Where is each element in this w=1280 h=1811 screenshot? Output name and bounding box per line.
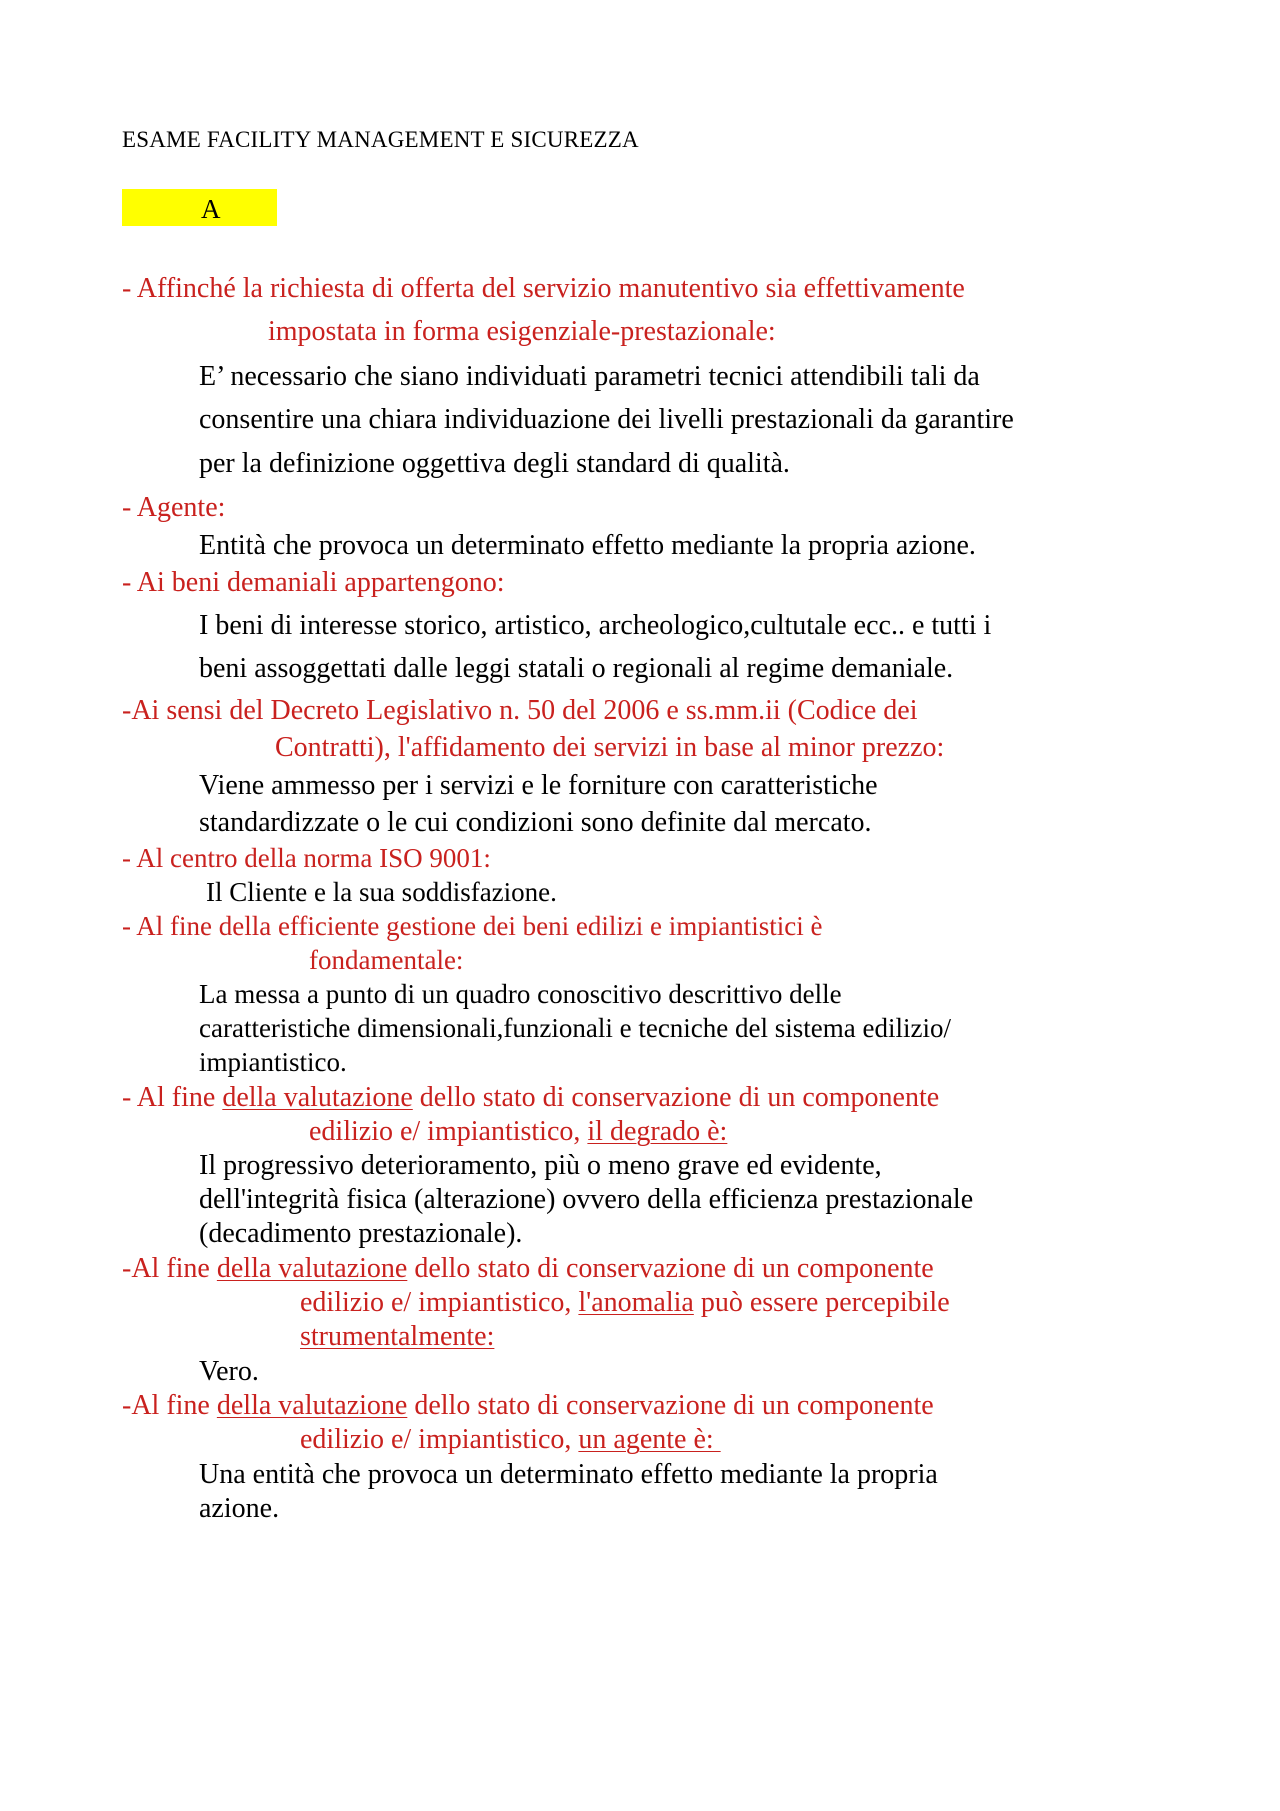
question-7-line-1 <box>122 1084 939 1112</box>
answer-1-line-3: per la definizione oggettiva degli standard di qualità. <box>199 448 790 479</box>
question-9-underlined: della valutazione <box>216 1390 408 1421</box>
answer-9-line-2: azione. <box>199 1493 280 1524</box>
answer-4-line-1: Viene ammesso per i servizi e le forniture con caratteristiche <box>199 770 878 801</box>
answer-1-line-2: consentire una chiara individuazione dei livelli prestazionali da garantire <box>199 404 1014 435</box>
question-2-line-1: - Agente: <box>122 492 226 523</box>
question-7-underlined: il degrado è: <box>587 1116 728 1147</box>
answer-7-line-1: Il progressivo deterioramento, più o meno grave ed evidente, <box>199 1150 882 1181</box>
question-9-text: edilizio e/ impiantistico, <box>300 1424 579 1455</box>
answer-7-line-2: dell'integrità fisica (alterazione) ovvero della efficienza prestazionale <box>199 1184 974 1215</box>
answer-6-line-2: caratteristiche dimensionali,funzionali e tecniche del sistema edilizio/ <box>199 1013 951 1043</box>
answer-6-line-3: impiantistico. <box>199 1047 347 1077</box>
question-9-underlined: un agente è: <box>578 1424 721 1455</box>
question-8-text: edilizio e/ impiantistico, <box>300 1287 579 1318</box>
question-7-line-2 <box>309 1118 727 1146</box>
question-8-text: dello stato di conservazione di un componente <box>407 1253 934 1284</box>
question-8-text: -Al fine <box>122 1253 217 1284</box>
question-8-underlined: l'anomalia <box>578 1287 694 1318</box>
question-5-line-1: - Al centro della norma ISO 9001: <box>122 843 491 873</box>
question-8-underlined: della valutazione <box>216 1253 408 1284</box>
question-4-line-2: Contratti), l'affidamento dei servizi in base al minor prezzo: <box>275 732 945 763</box>
question-1-line-2: impostata in forma esigenziale-prestazionale: <box>268 316 776 347</box>
answer-5-line-1: Il Cliente e la sua soddisfazione. <box>206 877 557 907</box>
answer-3-line-1: I beni di interesse storico, artistico, archeologico,cultutale ecc.. e tutti i <box>199 610 992 641</box>
section-badge <box>122 189 277 226</box>
section-label: A <box>201 194 221 224</box>
answer-9-line-1: Una entità che provoca un determinato effetto mediante la propria <box>199 1459 938 1490</box>
question-4-line-1: -Ai sensi del Decreto Legislativo n. 50 del 2006 e ss.mm.ii (Codice dei <box>122 695 918 726</box>
question-1-line-1: - Affinché la richiesta di offerta del servizio manutentivo sia effettivamente <box>122 273 965 304</box>
question-9-text: -Al fine <box>122 1390 217 1421</box>
question-3-line-1: - Ai beni demaniali appartengono: <box>122 567 505 598</box>
question-7-underlined: della valutazione <box>222 1082 413 1113</box>
question-9-line-2 <box>300 1426 721 1454</box>
answer-6-line-1: La messa a punto di un quadro conoscitivo descrittivo delle <box>199 979 842 1009</box>
answer-8-line-1: Vero. <box>199 1356 259 1387</box>
question-6-line-1: - Al fine della efficiente gestione dei beni edilizi e impiantistici è <box>122 911 823 941</box>
page-title: ESAME FACILITY MANAGEMENT E SICUREZZA <box>122 127 639 152</box>
question-7-text: edilizio e/ impiantistico, <box>309 1116 588 1147</box>
answer-2-line-1: Entità che provoca un determinato effetto mediante la propria azione. <box>199 530 976 561</box>
answer-4-line-2: standardizzate o le cui condizioni sono definite dal mercato. <box>199 807 872 838</box>
question-7-text: - Al fine <box>122 1082 223 1113</box>
question-9-text: dello stato di conservazione di un componente <box>407 1390 934 1421</box>
question-8-line-3: strumentalmente: <box>300 1321 495 1352</box>
answer-1-line-1: E’ necessario che siano individuati parametri tecnici attendibili tali da <box>199 361 980 392</box>
question-8-line-2 <box>300 1289 950 1317</box>
question-8-line-1 <box>122 1255 934 1283</box>
question-9-line-1 <box>122 1392 934 1420</box>
answer-7-line-3: (decadimento prestazionale). <box>199 1218 523 1249</box>
question-8-text: può essere percepibile <box>693 1287 950 1318</box>
answer-3-line-2: beni assoggettati dalle leggi statali o regionali al regime demaniale. <box>199 653 954 684</box>
question-6-line-2: fondamentale: <box>309 945 464 975</box>
question-7-text: dello stato di conservazione di un componente <box>412 1082 940 1113</box>
